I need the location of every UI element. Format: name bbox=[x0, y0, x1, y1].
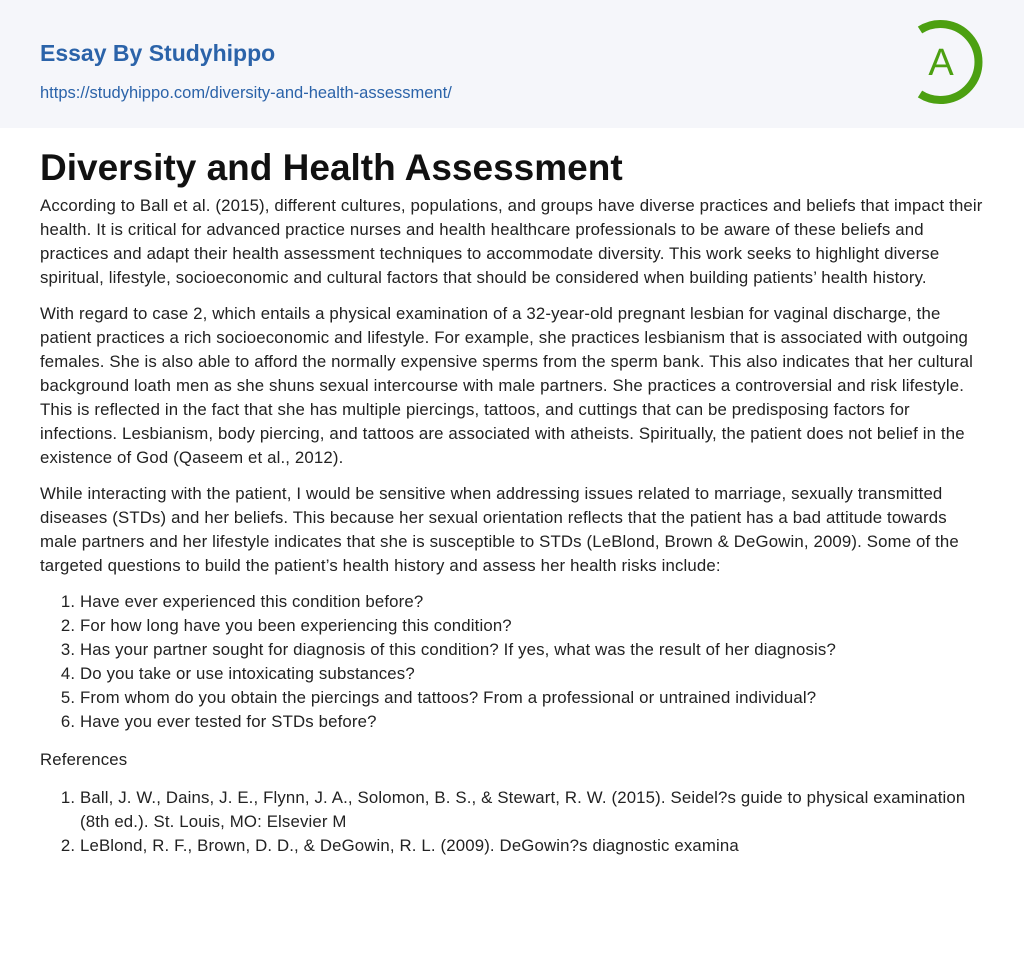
list-item: 1. Have ever experienced this condition before? bbox=[80, 590, 984, 614]
references-list bbox=[40, 786, 984, 858]
paragraph: While interacting with the patient, I would be sensitive when addressing issues related to marriage, sexually transmitted diseases (STDs) and her beliefs. This because her sexual orientation reflects that the patient has a bad attitude towards male partners and her lifestyle indicates that she is susceptible to STDs (LeBlond, Brown & DeGowin, 2009). Some of the targeted questions to build the patient’s health history and assess her health risks include: bbox=[40, 484, 959, 575]
list-item: 4. Do you take or use intoxicating substances? bbox=[80, 662, 984, 686]
logo-letter: A bbox=[928, 42, 954, 84]
page-title: Diversity and Health Assessment bbox=[40, 147, 623, 188]
list-item: 6. Have you ever tested for STDs before? bbox=[80, 710, 984, 734]
article bbox=[0, 146, 1024, 858]
essay-url-link[interactable]: https://studyhippo.com/diversity-and-health-assessment/ bbox=[40, 84, 452, 102]
reference-item: 2. LeBlond, R. F., Brown, D. D., & DeGowin, R. L. (2009). DeGowin?s diagnostic examina bbox=[80, 834, 984, 858]
references-heading: References bbox=[40, 750, 128, 769]
questions-list bbox=[40, 590, 984, 734]
list-item: 2. For how long have you been experiencing this condition? bbox=[80, 614, 984, 638]
brand-title: Essay By Studyhippo bbox=[40, 40, 276, 66]
site-header bbox=[0, 0, 1024, 128]
paragraph: According to Ball et al. (2015), different cultures, populations, and groups have diverse practices and beliefs that impact their health. It is critical for advanced practice nurses and health healthcare professionals to be aware of these beliefs and practices and adapt their health assessment techniques to accommodate diversity. This work seeks to highlight diverse spiritual, lifestyle, socioeconomic and cultural factors that should be considered when building patients’ health history. bbox=[40, 196, 983, 287]
reference-item: 1. Ball, J. W., Dains, J. E., Flynn, J. A., Solomon, B. S., & Stewart, R. W. (2015). Seidel?s guide to physical examination (8th ed.). St. Louis, MO: Elsevier M bbox=[80, 786, 984, 834]
list-item: 3. Has your partner sought for diagnosis of this condition? If yes, what was the result of her diagnosis? bbox=[80, 638, 984, 662]
list-item: 5. From whom do you obtain the piercings and tattoos? From a professional or untrained individual? bbox=[80, 686, 984, 710]
paragraph: With regard to case 2, which entails a physical examination of a 32-year-old pregnant lesbian for vaginal discharge, the patient practices a rich socioeconomic and lifestyle. For example, she practices lesbianism that is associated with outgoing females. She is also able to afford the normally expensive sperms from the sperm bank. This also indicates that her cultural background loath men as she shuns sexual intercourse with male partners. She practices a controversial and risk lifestyle. This is reflected in the fact that she has multiple piercings, tattoos, and cuttings that can be predisposing factors for infections. Lesbianism, body piercing, and tattoos are associated with atheists. Spiritually, the patient does not belief in the existence of God (Qaseem et al., 2012). bbox=[40, 304, 974, 467]
studyhippo-logo-icon[interactable] bbox=[908, 18, 988, 106]
